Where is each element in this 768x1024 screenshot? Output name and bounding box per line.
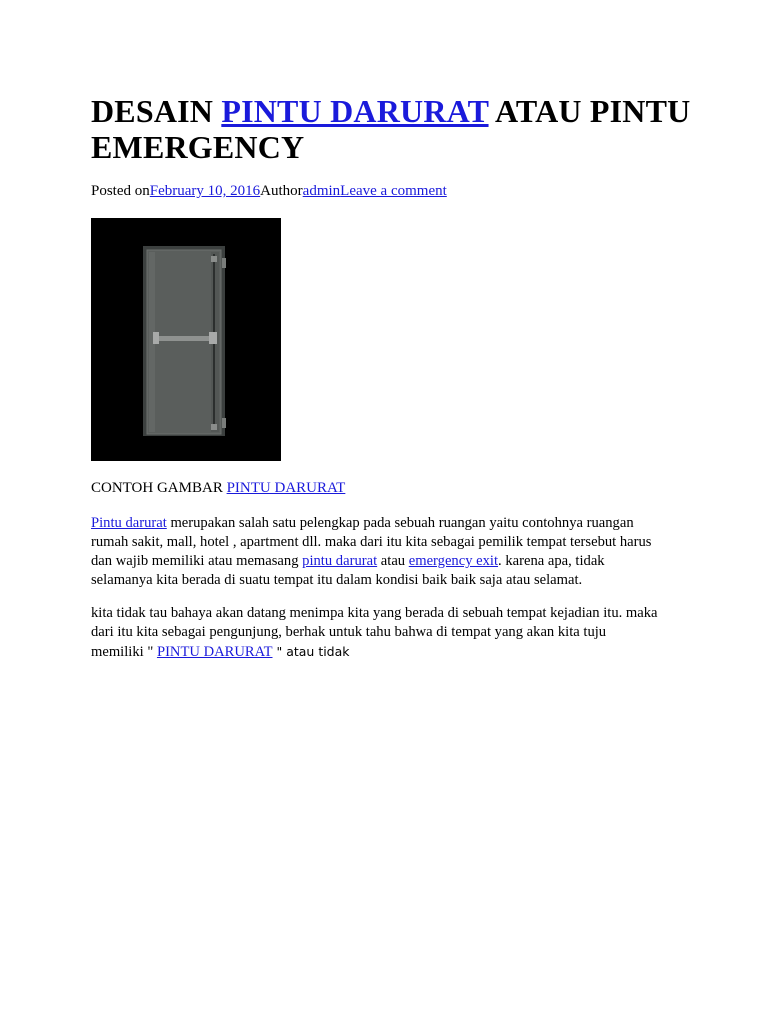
paragraph-text: selamanya kita berada di suatu tempat itu dalam kondisi baik baik saja atau selamat. (91, 572, 583, 588)
posted-on-label: Posted on (91, 183, 150, 199)
paragraph-line (91, 533, 681, 552)
image-caption (91, 478, 345, 498)
paragraph-text: memiliki " (91, 644, 157, 660)
emergency-door-illustration (91, 218, 281, 461)
emergency-door-photo (91, 218, 281, 461)
paragraph-intro (91, 514, 681, 590)
paragraph-line (91, 571, 681, 590)
title-prefix: DESAIN (91, 93, 222, 129)
page-title (91, 93, 691, 165)
paragraph-line (91, 642, 681, 662)
paragraph-line (91, 552, 681, 571)
author-label: Author (260, 183, 303, 199)
paragraph-text: atau (377, 553, 409, 569)
author-link[interactable]: admin (302, 183, 341, 199)
leave-comment-link[interactable]: Leave a comment (340, 183, 447, 199)
paragraph-text: . karena apa, tidak (498, 553, 605, 569)
paragraph-text: dari itu kita sebagai pengunjung, berhak untuk tahu bahwa di tempat yang akan kita tuju (91, 624, 607, 640)
caption-link-pintu-darurat[interactable]: PINTU DARURAT (226, 480, 346, 496)
link-emergency-exit[interactable]: emergency exit (408, 553, 499, 569)
paragraph-text: kita tidak tau bahaya akan datang menimpa kita yang berada di sebuah tempat kejadian itu. maka (91, 605, 658, 621)
paragraph-text: merupakan salah satu pelengkap pada sebuah ruangan yaitu contohnya ruangan (166, 515, 634, 531)
post-meta (91, 181, 447, 201)
post-date-link[interactable]: February 10, 2016 (149, 183, 261, 199)
title-suffix: ATAU PINTU EMERGENCY (91, 93, 691, 165)
paragraph-line (91, 604, 681, 623)
paragraph-text: dan wajib memiliki atau memasang (91, 553, 303, 569)
paragraph-warning (91, 604, 681, 662)
link-pintu-darurat-inline[interactable]: pintu darurat (302, 553, 378, 569)
caption-prefix: CONTOH GAMBAR (91, 480, 227, 496)
title-link-pintu-darurat[interactable]: PINTU DARURAT (221, 93, 489, 129)
link-pintu-darurat-caps[interactable]: PINTU DARURAT (156, 644, 273, 660)
link-pintu-darurat[interactable]: Pintu darurat (91, 515, 167, 531)
paragraph-line (91, 514, 681, 533)
paragraph-line (91, 623, 681, 642)
paragraph-text: " atau tidak (272, 644, 350, 659)
paragraph-text: rumah sakit, mall, hotel , apartment dll. maka dari itu kita sebagai pemilik tempat tersebut harus (91, 534, 652, 550)
